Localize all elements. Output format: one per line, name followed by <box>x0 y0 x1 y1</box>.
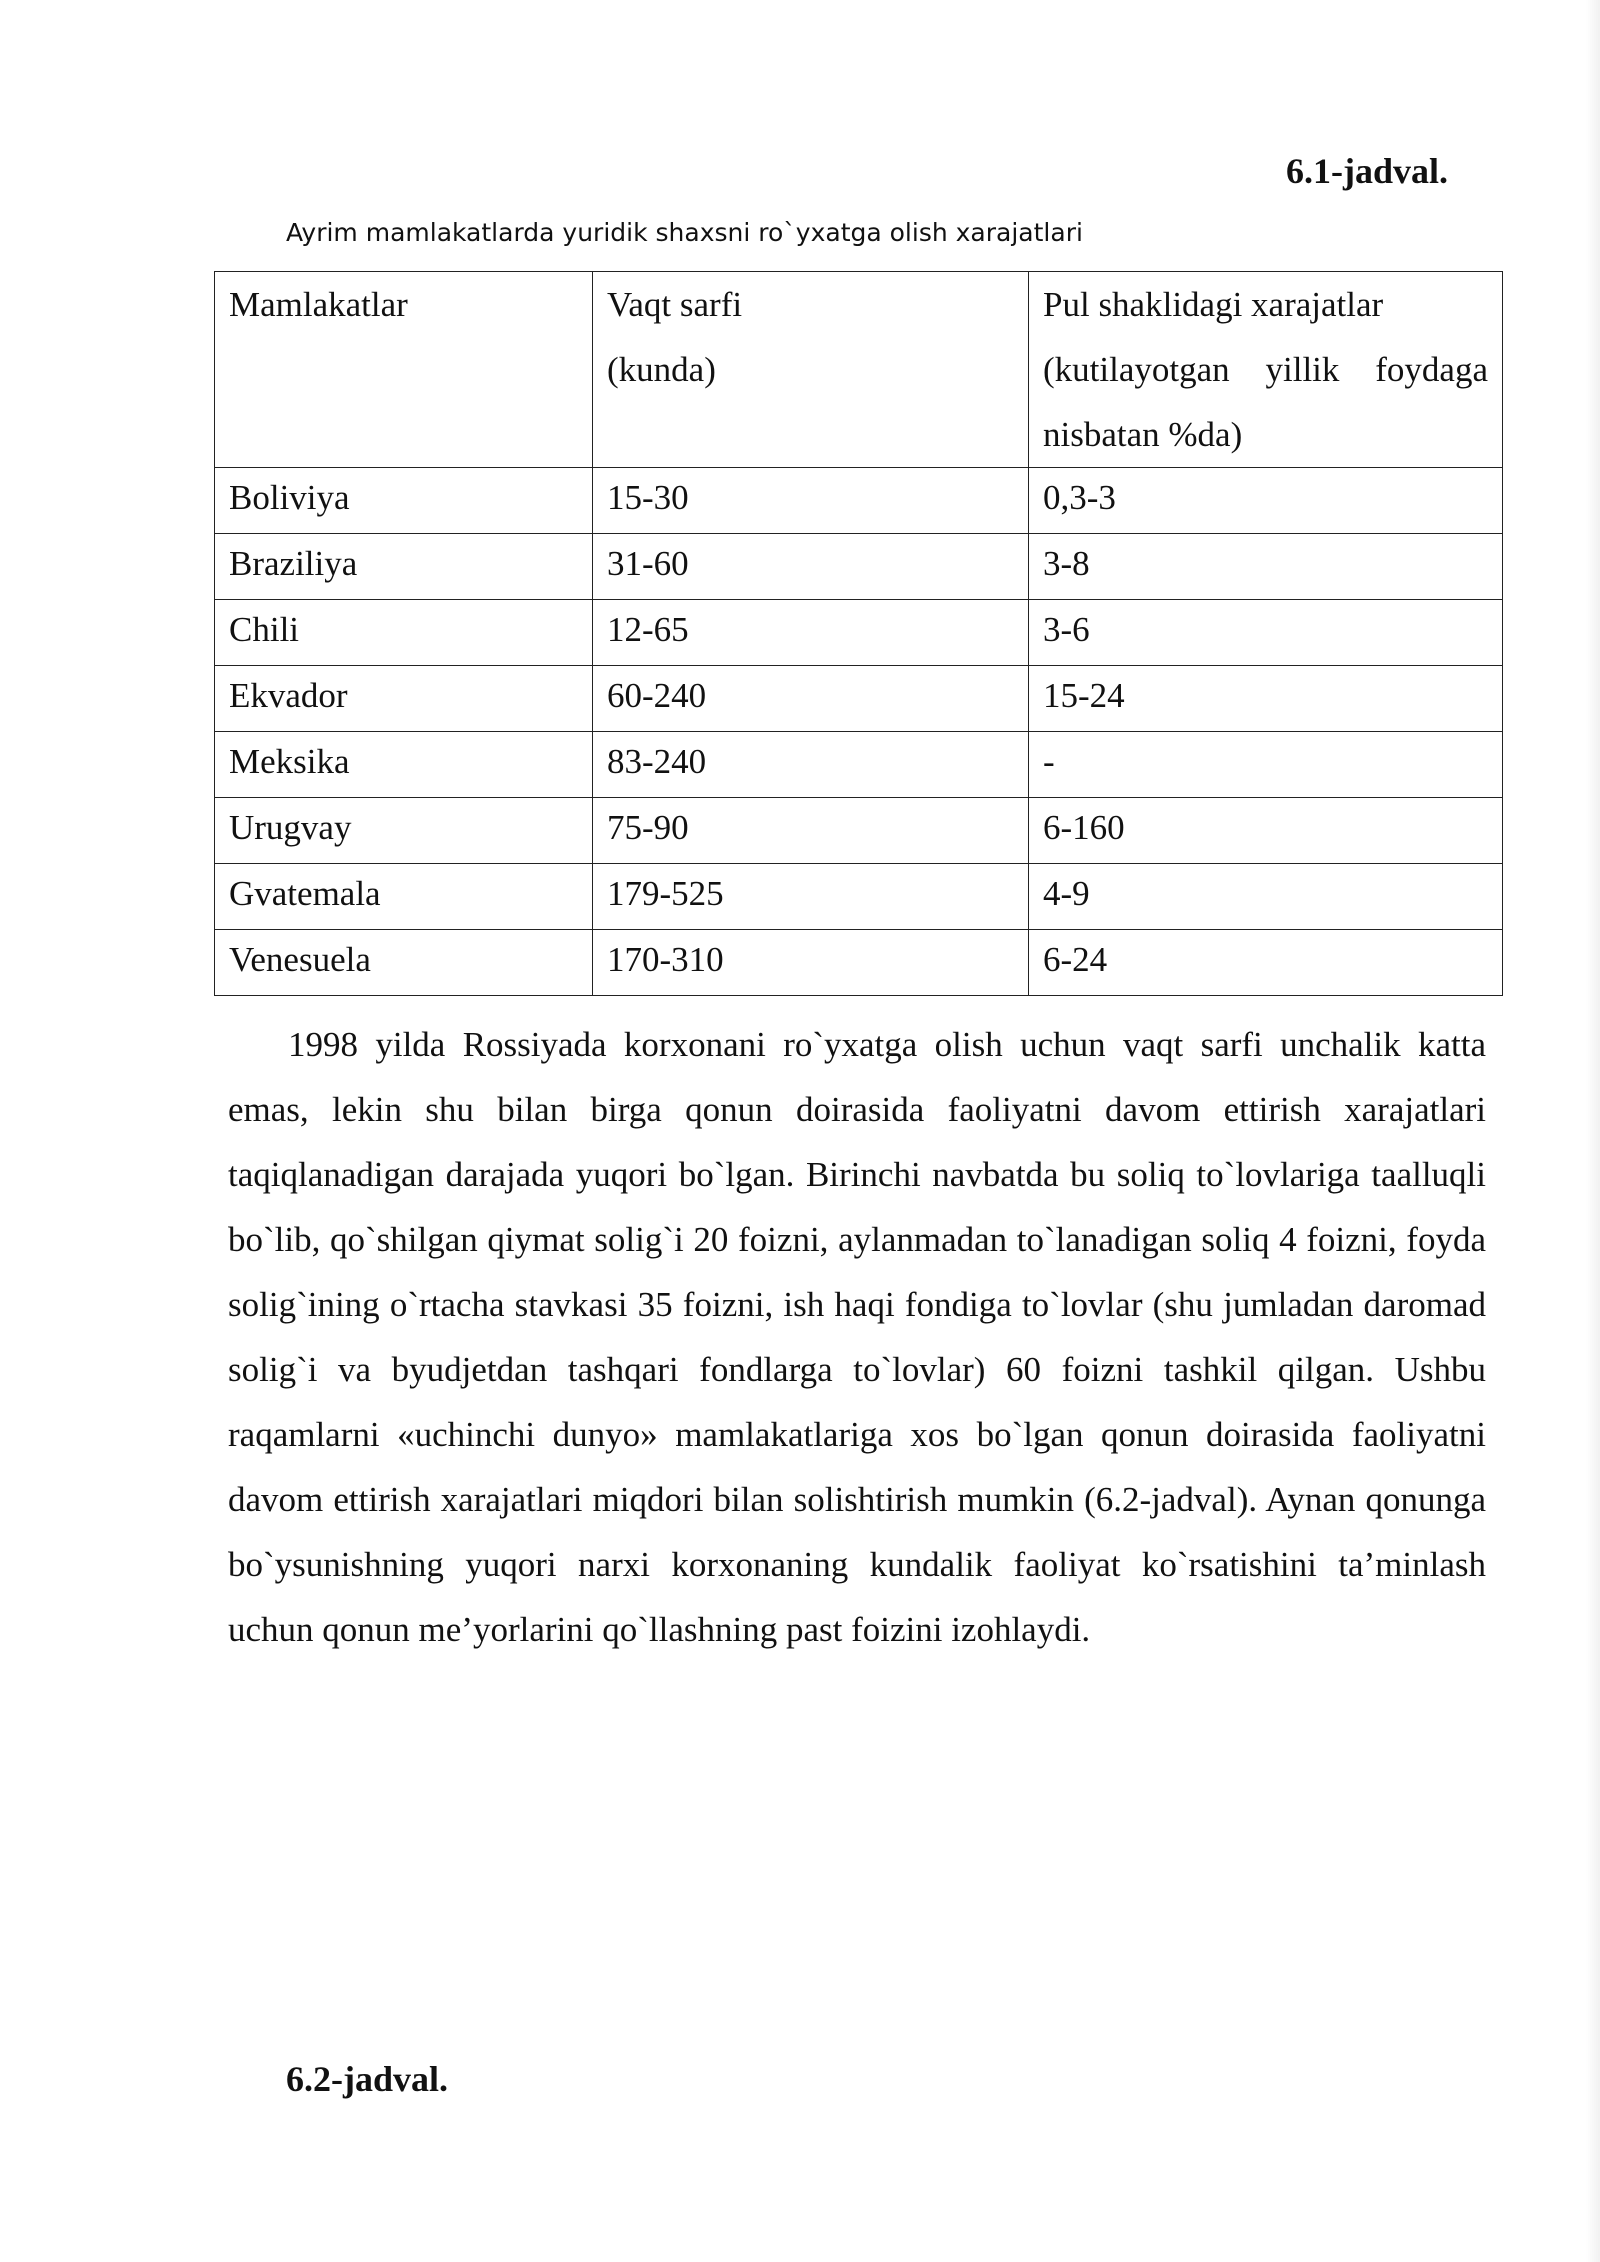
header-cost-unit-line1: (kutilayotgan yillik foydaga <box>1043 350 1488 389</box>
header-cost-label: Pul shaklidagi xarajatlar <box>1043 285 1384 324</box>
table-row <box>215 600 1503 666</box>
cost-cell: 4-9 <box>1029 864 1503 930</box>
header-country <box>215 272 593 468</box>
table-number-label: 6.1-jadval. <box>1286 151 1448 191</box>
table-row <box>215 468 1503 534</box>
cost-cell: 15-24 <box>1029 666 1503 732</box>
time-cell: 15-30 <box>593 468 1029 534</box>
time-cell: 179-525 <box>593 864 1029 930</box>
cost-cell: - <box>1029 732 1503 798</box>
registration-costs-table <box>214 271 1503 996</box>
table-row <box>215 864 1503 930</box>
header-time <box>593 272 1029 468</box>
header-time-unit: (kunda) <box>607 350 716 389</box>
header-time-label: Vaqt sarfi <box>607 285 743 324</box>
next-table-label: 6.2-jadval. <box>286 2059 448 2099</box>
cost-cell: 6-24 <box>1029 930 1503 996</box>
country-cell: Meksika <box>215 732 593 798</box>
table-header-row <box>215 272 1503 468</box>
header-cost-unit-line2: nisbatan %da) <box>1043 415 1243 454</box>
table-caption: Ayrim mamlakatlarda yuridik shaxsni ro`yxatga olish xarajatlari <box>286 218 1083 247</box>
table-row <box>215 666 1503 732</box>
time-cell: 83-240 <box>593 732 1029 798</box>
time-cell: 170-310 <box>593 930 1029 996</box>
country-cell: Gvatemala <box>215 864 593 930</box>
body-paragraph: 1998 yilda Rossiyada korxonani ro`yxatga olish uchun vaqt sarfi unchalik katta emas, lekin shu bilan birga qonun doirasida faoliyatni davom ettirish xarajatlari taqiqlanadigan darajada yuqori bo`lgan. Birinchi navbatda bu soliq to`lovlariga taalluqli bo`lib, qo`shilgan qiymat solig`i 20 foizni, aylanmadan to`lanadigan soliq 4 foizni, foyda solig`ining o`rtacha stavkasi 35 foizni, ish haqi fondiga to`lovlar (shu jumladan daromad solig`i va byudjetdan tashqari fondlarga to`lovlar) 60 foizni tashkil qilgan. Ushbu raqamlarni «uchinchi dunyo» mamlakatlariga xos bo`lgan qonun doirasida faoliyatni davom ettirish xarajatlari miqdori bilan solishtirish mumkin (6.2-jadval). Aynan qonunga bo`ysunishning yuqori narxi korxonaning kundalik faoliyat ko`rsatishini ta’minlash uchun qonun me’yorlarini qo`llashning past foizini izohlaydi. <box>228 1025 1486 1649</box>
country-cell: Boliviya <box>215 468 593 534</box>
cost-cell: 6-160 <box>1029 798 1503 864</box>
country-cell: Venesuela <box>215 930 593 996</box>
time-cell: 31-60 <box>593 534 1029 600</box>
country-cell: Braziliya <box>215 534 593 600</box>
table-row <box>215 930 1503 996</box>
table-row <box>215 798 1503 864</box>
time-cell: 75-90 <box>593 798 1029 864</box>
country-cell: Urugvay <box>215 798 593 864</box>
cost-cell: 3-6 <box>1029 600 1503 666</box>
time-cell: 60-240 <box>593 666 1029 732</box>
country-cell: Ekvador <box>215 666 593 732</box>
header-cost <box>1029 272 1503 468</box>
table-row <box>215 732 1503 798</box>
header-country-label: Mamlakatlar <box>229 285 408 324</box>
country-cell: Chili <box>215 600 593 666</box>
cost-cell: 3-8 <box>1029 534 1503 600</box>
page-edge-shadow <box>1586 0 1600 2262</box>
table-row <box>215 534 1503 600</box>
time-cell: 12-65 <box>593 600 1029 666</box>
cost-cell: 0,3-3 <box>1029 468 1503 534</box>
